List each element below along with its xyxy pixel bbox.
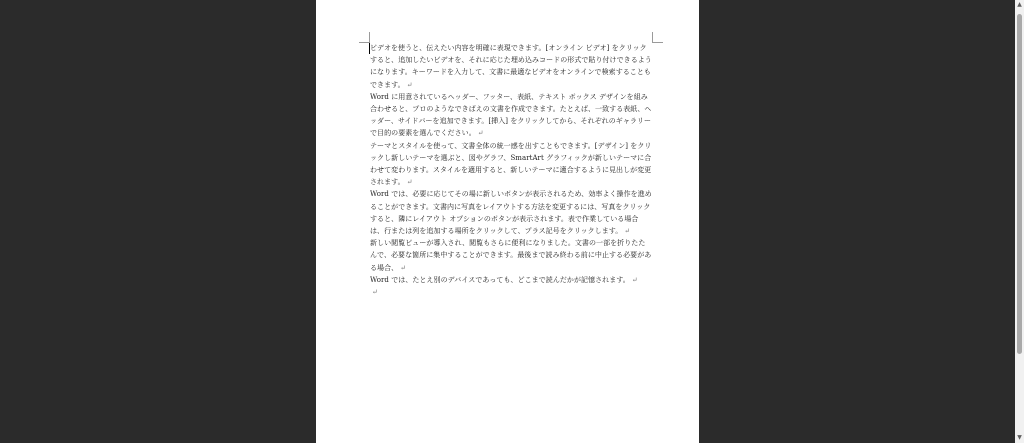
paragraph-mark: ↵ (400, 263, 407, 272)
paragraph-mark: ↵ (372, 288, 378, 297)
scroll-up-arrow-icon[interactable]: ▲ (1017, 1, 1022, 8)
paragraph-mark: ↵ (624, 227, 631, 236)
document-page[interactable] (316, 0, 699, 443)
paragraph-mark: ↵ (631, 275, 638, 284)
paragraph[interactable]: Word では、たとえ別のデバイスであっても、どこまで読んだかが記憶されます。 ↵ (370, 275, 638, 284)
margin-corner-top-right (652, 32, 663, 43)
paragraph[interactable]: テーマとスタイルを使って、文書全体の統一感を出すこともできます。[デザイン] をクリックし新しいテーマを選ぶと、図やグラフ、SmartArt グラフィックが新しいテーマに合わせて変わります。スタイルを適用すると、新しいテーマに適合するように見出しが変更されます。 ↵ (370, 141, 652, 187)
paragraph-mark: ↵ (406, 80, 413, 89)
paragraph-mark: ↵ (477, 129, 484, 138)
document-body[interactable] (370, 42, 652, 298)
scroll-thumb[interactable] (1017, 14, 1022, 354)
margin-corner-top-left (359, 32, 370, 43)
paragraph[interactable]: Word に用意されているヘッダー、フッター、表紙、テキスト ボックス デザインを組み合わせると、プロのようなできばえの文書を作成できます。たとえば、一致する表紙、ヘッダー、サイドバーを追加できます。[挿入] をクリックしてから、それぞれのギャラリーで目的の要素を選んでください。 ↵ (370, 92, 652, 138)
vertical-scrollbar[interactable] (1015, 0, 1024, 443)
scroll-down-arrow-icon[interactable]: ▼ (1017, 434, 1022, 441)
paragraph[interactable]: Word では、必要に応じてその場に新しいボタンが表示されるため、効率よく操作を進めることができます。文書内に写真をレイアウトする方法を変更するには、写真をクリックすると、隣にレイアウト オプションのボタンが表示されます。表で作業している場合は、行または列を追加する場所をクリックして、プラス記号をクリックします。 ↵ (370, 190, 652, 236)
paragraph[interactable]: ビデオを使うと、伝えたい内容を明確に表現できます。[オンライン ビデオ] をクリックすると、追加したいビデオを、それに応じた埋め込みコードの形式で貼り付けできるようになります。キーワードを入力して、文書に最適なビデオをオンラインで検索することもできます。 ↵ (370, 44, 652, 89)
paragraph[interactable]: 新しい閲覧ビューが導入され、閲覧もさらに便利になりました。文書の一部を折りたたんで、必要な箇所に集中することができます。最後まで読み終わる前に中止する必要がある場合、 ↵ (370, 239, 652, 272)
paragraph-mark: ↵ (406, 178, 413, 187)
paragraph-empty[interactable] (370, 286, 652, 298)
